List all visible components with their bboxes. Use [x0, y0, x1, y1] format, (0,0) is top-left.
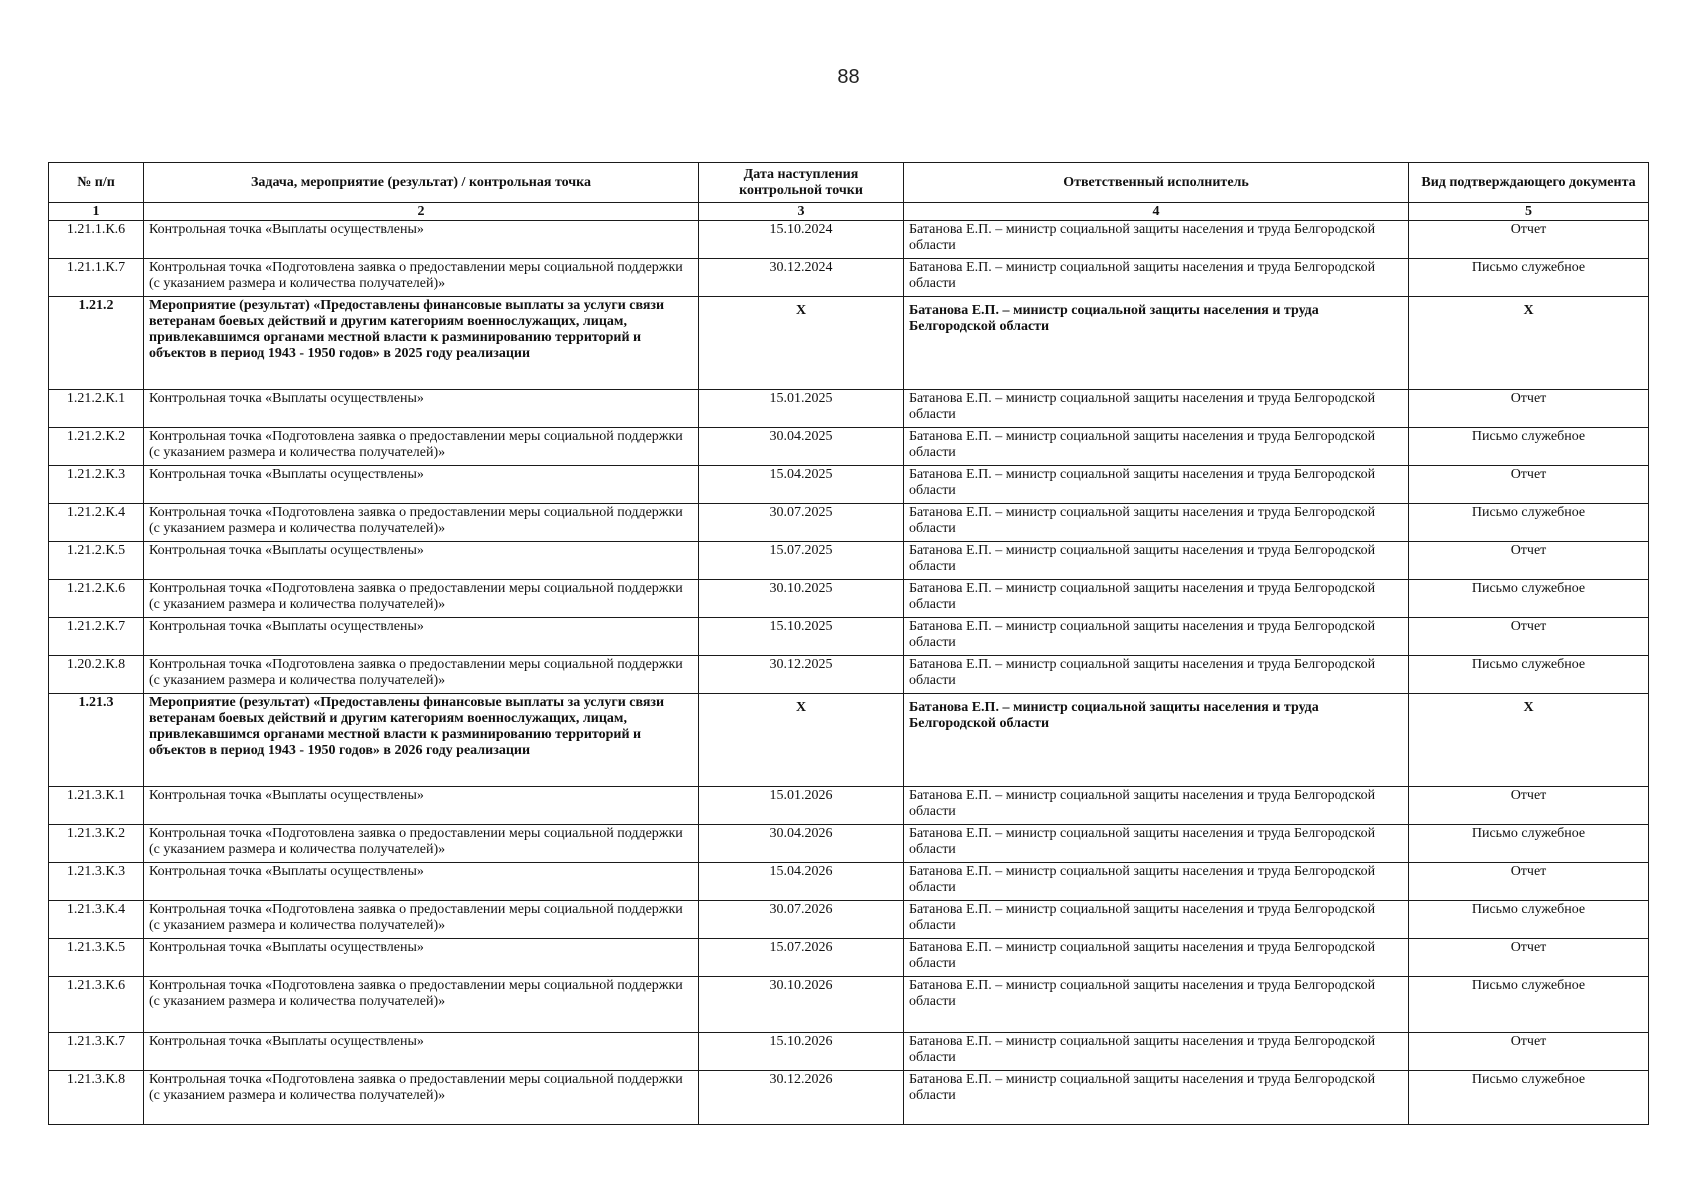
- row-document: Отчет: [1409, 390, 1649, 428]
- row-task: Контрольная точка «Подготовлена заявка о предоставлении меры социальной поддержки (с указанием размера и количества получателей)»: [144, 977, 699, 1033]
- row-number: 1.21.3.К.5: [49, 939, 144, 977]
- row-responsible: Батанова Е.П. – министр социальной защиты населения и труда Белгородской области: [904, 618, 1409, 656]
- row-number: 1.21.2.К.5: [49, 542, 144, 580]
- row-task: Контрольная точка «Подготовлена заявка о предоставлении меры социальной поддержки (с указанием размера и количества получателей)»: [144, 1071, 699, 1125]
- row-task: Контрольная точка «Выплаты осуществлены»: [144, 939, 699, 977]
- page-number: 88: [837, 66, 860, 88]
- row-responsible: Батанова Е.П. – министр социальной защиты населения и труда Белгородской области: [904, 1071, 1409, 1125]
- row-date: 30.12.2024: [699, 259, 904, 297]
- row-task: Контрольная точка «Выплаты осуществлены»: [144, 863, 699, 901]
- row-document: Письмо служебное: [1409, 825, 1649, 863]
- row-task: Контрольная точка «Подготовлена заявка о предоставлении меры социальной поддержки (с указанием размера и количества получателей)»: [144, 259, 699, 297]
- row-number: 1.21.3.К.8: [49, 1071, 144, 1125]
- table-body: [49, 221, 1649, 1125]
- row-number: 1.21.2.К.3: [49, 466, 144, 504]
- table-row: [49, 580, 1649, 618]
- row-date: Х: [699, 297, 904, 390]
- row-date: 15.07.2026: [699, 939, 904, 977]
- row-responsible: Батанова Е.П. – министр социальной защиты населения и труда Белгородской области: [904, 977, 1409, 1033]
- table-row: [49, 787, 1649, 825]
- row-responsible: Батанова Е.П. – министр социальной защиты населения и труда Белгородской области: [904, 901, 1409, 939]
- row-task: Контрольная точка «Выплаты осуществлены»: [144, 221, 699, 259]
- row-task: Контрольная точка «Подготовлена заявка о предоставлении меры социальной поддержки (с указанием размера и количества получателей)»: [144, 656, 699, 694]
- row-number: 1.20.2.К.8: [49, 656, 144, 694]
- row-number: 1.21.2.К.6: [49, 580, 144, 618]
- row-date: 30.04.2025: [699, 428, 904, 466]
- row-date: 30.07.2026: [699, 901, 904, 939]
- row-number: 1.21.2.К.2: [49, 428, 144, 466]
- row-task: Контрольная точка «Выплаты осуществлены»: [144, 787, 699, 825]
- row-document: Письмо служебное: [1409, 1071, 1649, 1125]
- row-document: Письмо служебное: [1409, 259, 1649, 297]
- row-responsible: Батанова Е.П. – министр социальной защиты населения и труда Белгородской области: [904, 297, 1409, 390]
- row-responsible: Батанова Е.П. – министр социальной защиты населения и труда Белгородской области: [904, 694, 1409, 787]
- row-date: 15.01.2026: [699, 787, 904, 825]
- table-row-activity: [49, 694, 1649, 787]
- row-task: Контрольная точка «Подготовлена заявка о предоставлении меры социальной поддержки (с указанием размера и количества получателей)»: [144, 825, 699, 863]
- table-row: [49, 542, 1649, 580]
- table-header-row: [49, 163, 1649, 203]
- row-document: Отчет: [1409, 787, 1649, 825]
- row-task: Контрольная точка «Подготовлена заявка о предоставлении меры социальной поддержки (с указанием размера и количества получателей)»: [144, 580, 699, 618]
- row-number: 1.21.3.К.1: [49, 787, 144, 825]
- row-date: 15.04.2025: [699, 466, 904, 504]
- column-number: 1: [49, 203, 144, 221]
- row-document: Отчет: [1409, 618, 1649, 656]
- row-task: Контрольная точка «Выплаты осуществлены»: [144, 618, 699, 656]
- row-date: 30.12.2025: [699, 656, 904, 694]
- table-row: [49, 428, 1649, 466]
- row-number: 1.21.1.К.6: [49, 221, 144, 259]
- row-number: 1.21.3.К.4: [49, 901, 144, 939]
- row-document: Отчет: [1409, 542, 1649, 580]
- row-date: 30.10.2026: [699, 977, 904, 1033]
- row-date: 15.10.2025: [699, 618, 904, 656]
- row-responsible: Батанова Е.П. – министр социальной защиты населения и труда Белгородской области: [904, 825, 1409, 863]
- column-number: 5: [1409, 203, 1649, 221]
- row-document: Х: [1409, 297, 1649, 390]
- row-responsible: Батанова Е.П. – министр социальной защиты населения и труда Белгородской области: [904, 390, 1409, 428]
- row-number: 1.21.2.К.1: [49, 390, 144, 428]
- table-row: [49, 390, 1649, 428]
- row-date: 30.07.2025: [699, 504, 904, 542]
- row-number: 1.21.3.К.2: [49, 825, 144, 863]
- column-number: 4: [904, 203, 1409, 221]
- row-task: Контрольная точка «Выплаты осуществлены»: [144, 466, 699, 504]
- row-responsible: Батанова Е.П. – министр социальной защиты населения и труда Белгородской области: [904, 787, 1409, 825]
- row-date: 15.04.2026: [699, 863, 904, 901]
- row-responsible: Батанова Е.П. – министр социальной защиты населения и труда Белгородской области: [904, 863, 1409, 901]
- table-row: [49, 221, 1649, 259]
- table-row: [49, 1033, 1649, 1071]
- row-number: 1.21.2: [49, 297, 144, 390]
- control-points-table: [48, 162, 1649, 1125]
- row-responsible: Батанова Е.П. – министр социальной защиты населения и труда Белгородской области: [904, 542, 1409, 580]
- table-row: [49, 977, 1649, 1033]
- table-row: [49, 1071, 1649, 1125]
- row-document: Письмо служебное: [1409, 656, 1649, 694]
- row-number: 1.21.2.К.7: [49, 618, 144, 656]
- row-document: Х: [1409, 694, 1649, 787]
- row-responsible: Батанова Е.П. – министр социальной защиты населения и труда Белгородской области: [904, 939, 1409, 977]
- row-document: Отчет: [1409, 1033, 1649, 1071]
- header-date: Дата наступления контрольной точки: [699, 163, 904, 203]
- row-number: 1.21.3.К.6: [49, 977, 144, 1033]
- row-task: Контрольная точка «Выплаты осуществлены»: [144, 390, 699, 428]
- row-document: Письмо служебное: [1409, 580, 1649, 618]
- row-document: Отчет: [1409, 466, 1649, 504]
- row-document: Отчет: [1409, 221, 1649, 259]
- column-number: 3: [699, 203, 904, 221]
- row-number: 1.21.3.К.3: [49, 863, 144, 901]
- row-date: 30.12.2026: [699, 1071, 904, 1125]
- row-task: Контрольная точка «Выплаты осуществлены»: [144, 542, 699, 580]
- row-responsible: Батанова Е.П. – министр социальной защиты населения и труда Белгородской области: [904, 259, 1409, 297]
- row-responsible: Батанова Е.П. – министр социальной защиты населения и труда Белгородской области: [904, 1033, 1409, 1071]
- row-date: 15.10.2026: [699, 1033, 904, 1071]
- table-row: [49, 656, 1649, 694]
- row-task: Контрольная точка «Подготовлена заявка о предоставлении меры социальной поддержки (с указанием размера и количества получателей)»: [144, 504, 699, 542]
- table-row: [49, 825, 1649, 863]
- table-row-activity: [49, 297, 1649, 390]
- row-date: Х: [699, 694, 904, 787]
- table-row: [49, 466, 1649, 504]
- table-row: [49, 259, 1649, 297]
- table-row: [49, 618, 1649, 656]
- row-task: Мероприятие (результат) «Предоставлены финансовые выплаты за услуги связи ветеранам боевых действий и другим категориям военнослужащих, лицам, привлекавшимся органами местной власти к разминированию территорий и объектов в период 1943 - 1950 годов» в 2025 году реализации: [144, 297, 699, 390]
- row-number: 1.21.2.К.4: [49, 504, 144, 542]
- row-date: 30.04.2026: [699, 825, 904, 863]
- row-responsible: Батанова Е.П. – министр социальной защиты населения и труда Белгородской области: [904, 466, 1409, 504]
- row-date: 30.10.2025: [699, 580, 904, 618]
- row-document: Письмо служебное: [1409, 428, 1649, 466]
- row-document: Отчет: [1409, 863, 1649, 901]
- row-responsible: Батанова Е.П. – министр социальной защиты населения и труда Белгородской области: [904, 221, 1409, 259]
- row-number: 1.21.3.К.7: [49, 1033, 144, 1071]
- row-date: 15.07.2025: [699, 542, 904, 580]
- row-task: Контрольная точка «Подготовлена заявка о предоставлении меры социальной поддержки (с указанием размера и количества получателей)»: [144, 428, 699, 466]
- row-task: Контрольная точка «Выплаты осуществлены»: [144, 1033, 699, 1071]
- row-date: 15.10.2024: [699, 221, 904, 259]
- row-document: Письмо служебное: [1409, 977, 1649, 1033]
- row-responsible: Батанова Е.П. – министр социальной защиты населения и труда Белгородской области: [904, 656, 1409, 694]
- row-task: Контрольная точка «Подготовлена заявка о предоставлении меры социальной поддержки (с указанием размера и количества получателей)»: [144, 901, 699, 939]
- header-number: № п/п: [49, 163, 144, 203]
- header-responsible: Ответственный исполнитель: [904, 163, 1409, 203]
- row-date: 15.01.2025: [699, 390, 904, 428]
- row-task: Мероприятие (результат) «Предоставлены финансовые выплаты за услуги связи ветеранам боевых действий и другим категориям военнослужащих, лицам, привлекавшимся органами местной власти к разминированию территорий и объектов в период 1943 - 1950 годов» в 2026 году реализации: [144, 694, 699, 787]
- row-number: 1.21.1.К.7: [49, 259, 144, 297]
- row-number: 1.21.3: [49, 694, 144, 787]
- row-responsible: Батанова Е.П. – министр социальной защиты населения и труда Белгородской области: [904, 580, 1409, 618]
- row-document: Отчет: [1409, 939, 1649, 977]
- row-document: Письмо служебное: [1409, 901, 1649, 939]
- header-document: Вид подтверждающего документа: [1409, 163, 1649, 203]
- row-responsible: Батанова Е.П. – министр социальной защиты населения и труда Белгородской области: [904, 504, 1409, 542]
- table-row: [49, 504, 1649, 542]
- header-task: Задача, мероприятие (результат) / контрольная точка: [144, 163, 699, 203]
- row-document: Письмо служебное: [1409, 504, 1649, 542]
- table-row: [49, 901, 1649, 939]
- row-responsible: Батанова Е.П. – министр социальной защиты населения и труда Белгородской области: [904, 428, 1409, 466]
- column-number: 2: [144, 203, 699, 221]
- table-row: [49, 939, 1649, 977]
- table-row: [49, 863, 1649, 901]
- column-numbers-row: [49, 203, 1649, 221]
